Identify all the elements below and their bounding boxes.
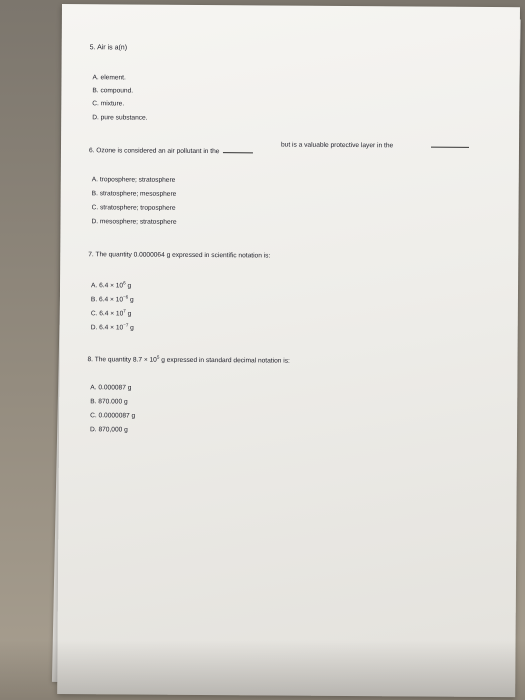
question-6-blank-1 [222, 152, 252, 153]
question-7-option-c: C. $6.4 \times 10^7$ g [90, 308, 132, 318]
question-8-option-d: D. 870,000 g [90, 426, 128, 434]
question-7-option-b: B. $6.4 \times 10^{-6}$ g [90, 294, 134, 304]
question-6-blank-2 [431, 147, 469, 148]
question-5-option-c: C. mixture. [92, 100, 125, 108]
question-6-stem [89, 147, 256, 155]
question-7-option-a: A. $6.4 \times 10^6$ g [91, 280, 132, 290]
question-6-stem-part-2: but is a valuable protective layer in the [280, 141, 394, 150]
question-6-stem-part-1: 6. Ozone is considered an air pollutant in the [88, 147, 220, 156]
question-6-option-c: C. stratosphere; troposphere [91, 204, 176, 212]
question-8-option-c: C. 0.0000087 g [90, 412, 136, 420]
question-7-option-d: D. $6.4 \times 10^{-7}$ g [90, 322, 134, 332]
question-5-stem: 5. Air is a(n) [89, 44, 128, 52]
question-7-stem: 7. The quantity 0.0000064 g expressed in scientific notation is: [88, 251, 271, 260]
question-8-option-a: A. 0.000087 g [90, 384, 132, 392]
worksheet-page [57, 4, 520, 697]
question-8-stem: 8. The quantity $8.7 \times 10^5$ g expressed in standard decimal notation is: [87, 354, 290, 365]
question-6-option-b: B. stratosphere; mesosphere [91, 190, 177, 198]
question-6-option-d: D. mesosphere; stratosphere [91, 218, 177, 226]
question-5-option-d: D. pure substance. [92, 114, 148, 122]
question-5-option-a: A. element. [92, 74, 126, 82]
question-5-option-b: B. compound. [92, 87, 134, 95]
question-6-option-a: A. troposphere; stratosphere [91, 176, 176, 184]
bottom-shadow [0, 640, 525, 700]
question-8-option-b: B. 870.000 g [90, 398, 128, 406]
